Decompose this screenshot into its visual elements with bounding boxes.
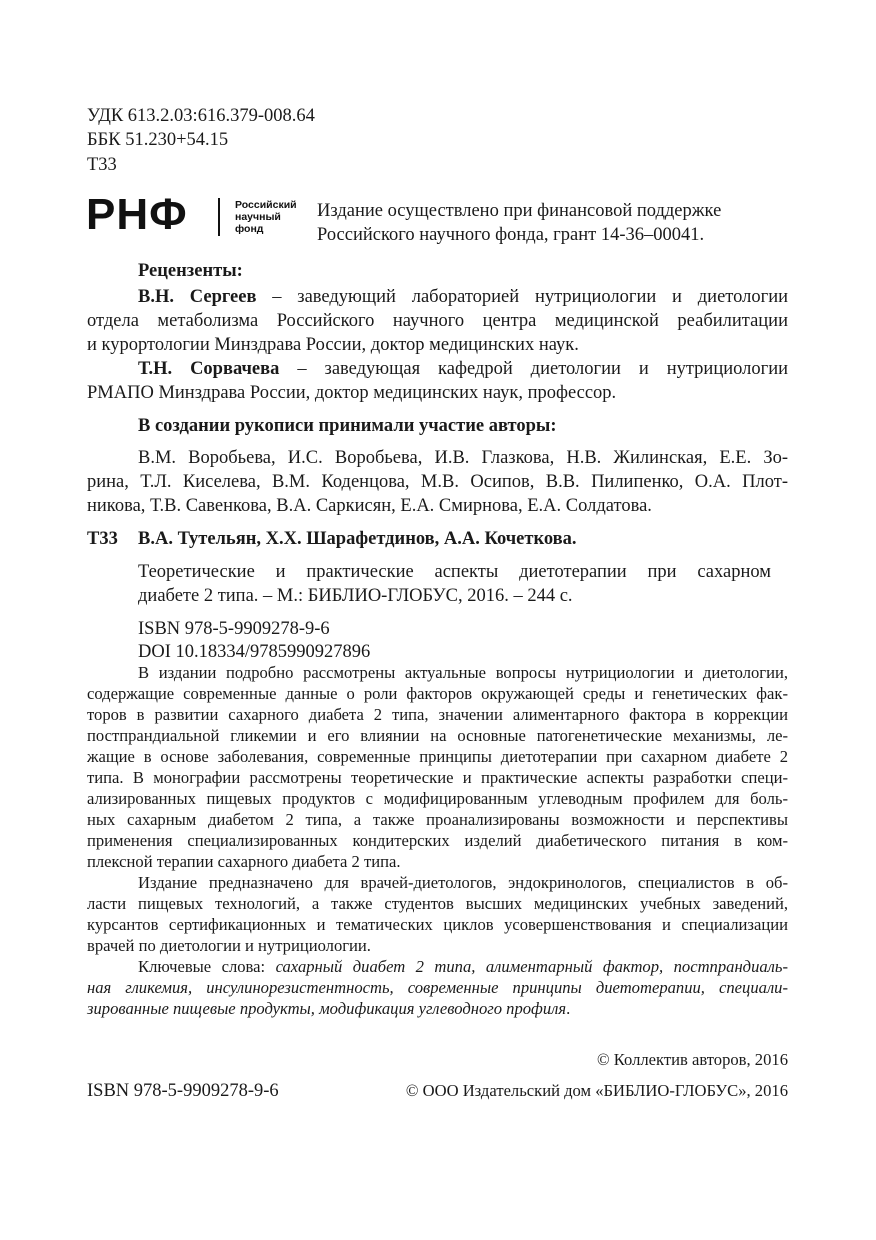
keywords-label: Ключевые слова: — [138, 957, 276, 976]
logo-subtitle-1: Российский — [235, 199, 297, 211]
author-cipher: Т33 — [87, 155, 117, 175]
reviewer-1-line-3: и курортологии Минздрава России, доктор медицинских наук. — [87, 335, 579, 355]
reviewer-2-line-1: Т.Н. Сорвачева – заведующая кафедрой диетологии и нутрициологии — [138, 359, 788, 379]
abstract-p2-line: врачей по диетологии и нутрициологии. — [87, 936, 371, 955]
abstract-p1-line: постпрандиальной гликемии и его влиянии на основные патогенетические механизмы, ле- — [87, 726, 788, 745]
logo-subtitle-2: научный — [235, 211, 281, 223]
entry-isbn: ISBN 978-5-9909278-9-6 — [138, 619, 330, 639]
copyright-publisher: © ООО Издательский дом «БИБЛИО-ГЛОБУС», 2016 — [405, 1081, 788, 1100]
abstract-p2-line: курсантов сертификационных и тематических циклов усовершенствования и специализации — [87, 915, 788, 934]
abstract-p2-line: Издание предназначено для врачей-диетологов, эндокринологов, специалистов в об- — [138, 873, 788, 892]
keywords-line-2: ная гликемия, инсулинорезистентность, современные принципы диетотерапии, специали- — [87, 978, 788, 997]
keywords-line-3: зированные пищевые продукты, модификация углеводного профиля. — [87, 999, 571, 1018]
abstract-p1-line: применения специализированных кондитерских изделий диабетического питания в ком- — [87, 831, 788, 850]
abstract-p1-line: содержащие современные данные о роли факторов окружающей среды и генетических фак- — [87, 684, 788, 703]
abstract-p1-line: ализированных пищевых продуктов с модифицированным углеводным профилем для боль- — [87, 789, 788, 808]
reviewer-1-name: В.Н. Сергеев — [138, 287, 257, 307]
reviewer-2-name: Т.Н. Сорвачева — [138, 359, 280, 379]
footer-isbn: ISBN 978-5-9909278-9-6 — [87, 1081, 279, 1101]
rnf-logo — [86, 192, 306, 242]
rnf-logo-mark: РНФ — [86, 190, 188, 239]
abstract-p1-line: В издании подробно рассмотрены актуальные вопросы нутрициологии и диетологии, — [138, 663, 788, 682]
logo-subtitle-3: фонд — [235, 223, 264, 235]
entry-doi: DOI 10.18334/9785990927896 — [138, 642, 371, 662]
entry-code: Т33 — [87, 529, 118, 549]
copyright-authors: © Коллектив авторов, 2016 — [597, 1050, 788, 1069]
contributors-line-3: никова, Т.В. Савенкова, В.А. Саркисян, Е.А. Смирнова, Е.А. Солдатова. — [87, 496, 652, 516]
entry-title-line-2: диабете 2 типа. – М.: БИБЛИО-ГЛОБУС, 2016. – 244 с. — [138, 586, 573, 606]
abstract-p1-line: ных сахарным диабетом 2 типа, а также проанализированы возможности и перспективы — [87, 810, 788, 829]
keywords-line-1: Ключевые слова: сахарный диабет 2 типа, алиментарный фактор, постпрандиаль- — [138, 957, 788, 976]
reviewers-heading: Рецензенты: — [138, 261, 243, 281]
bbk-code: ББК 51.230+54.15 — [87, 130, 229, 150]
reviewer-2-line-2: РМАПО Минздрава России, доктор медицинских наук, профессор. — [87, 383, 617, 403]
abstract-p1-line: жащие в основе заболевания, современные принципы диетотерапии при сахарном диабете 2 — [87, 747, 788, 766]
abstract-p2-line: ласти пищевых технологий, а также студентов высших медицинских учебных заведений, — [87, 894, 788, 913]
entry-title-line-1: Теоретические и практические аспекты диетотерапии при сахарном — [138, 562, 771, 582]
contributors-line-2: рина, Т.Л. Киселева, В.М. Коденцова, М.В. Осипов, В.В. Пилипенко, О.А. Плот- — [87, 472, 788, 492]
entry-authors: В.А. Тутельян, Х.Х. Шарафетдинов, А.А. Кочеткова. — [138, 529, 577, 549]
reviewer-1-line-2: отдела метаболизма Российского научного центра медицинской реабилитации — [87, 311, 788, 331]
abstract-p1-line: торов в развитии сахарного диабета 2 типа, значении алиментарного фактора в коррекции — [87, 705, 788, 724]
contributors-line-1: В.М. Воробьева, И.С. Воробьева, И.В. Глазкова, Н.В. Жилинская, Е.Е. Зо- — [138, 448, 788, 468]
contributors-heading: В создании рукописи принимали участие авторы: — [138, 416, 557, 436]
abstract-p1-line: плексной терапии сахарного диабета 2 типа. — [87, 852, 401, 871]
reviewer-1-line-1: В.Н. Сергеев – заведующий лабораторией нутрициологии и диетологии — [138, 287, 788, 307]
udk-code: УДК 613.2.03:616.379-008.64 — [87, 106, 315, 126]
support-line-1: Издание осуществлено при финансовой поддержке — [317, 201, 722, 221]
abstract-p1-line: типа. В монографии рассмотрены теоретические и практические аспекты разработки специ- — [87, 768, 788, 787]
support-line-2: Российского научного фонда, грант 14-36–00041. — [317, 225, 705, 245]
logo-divider — [218, 198, 220, 236]
